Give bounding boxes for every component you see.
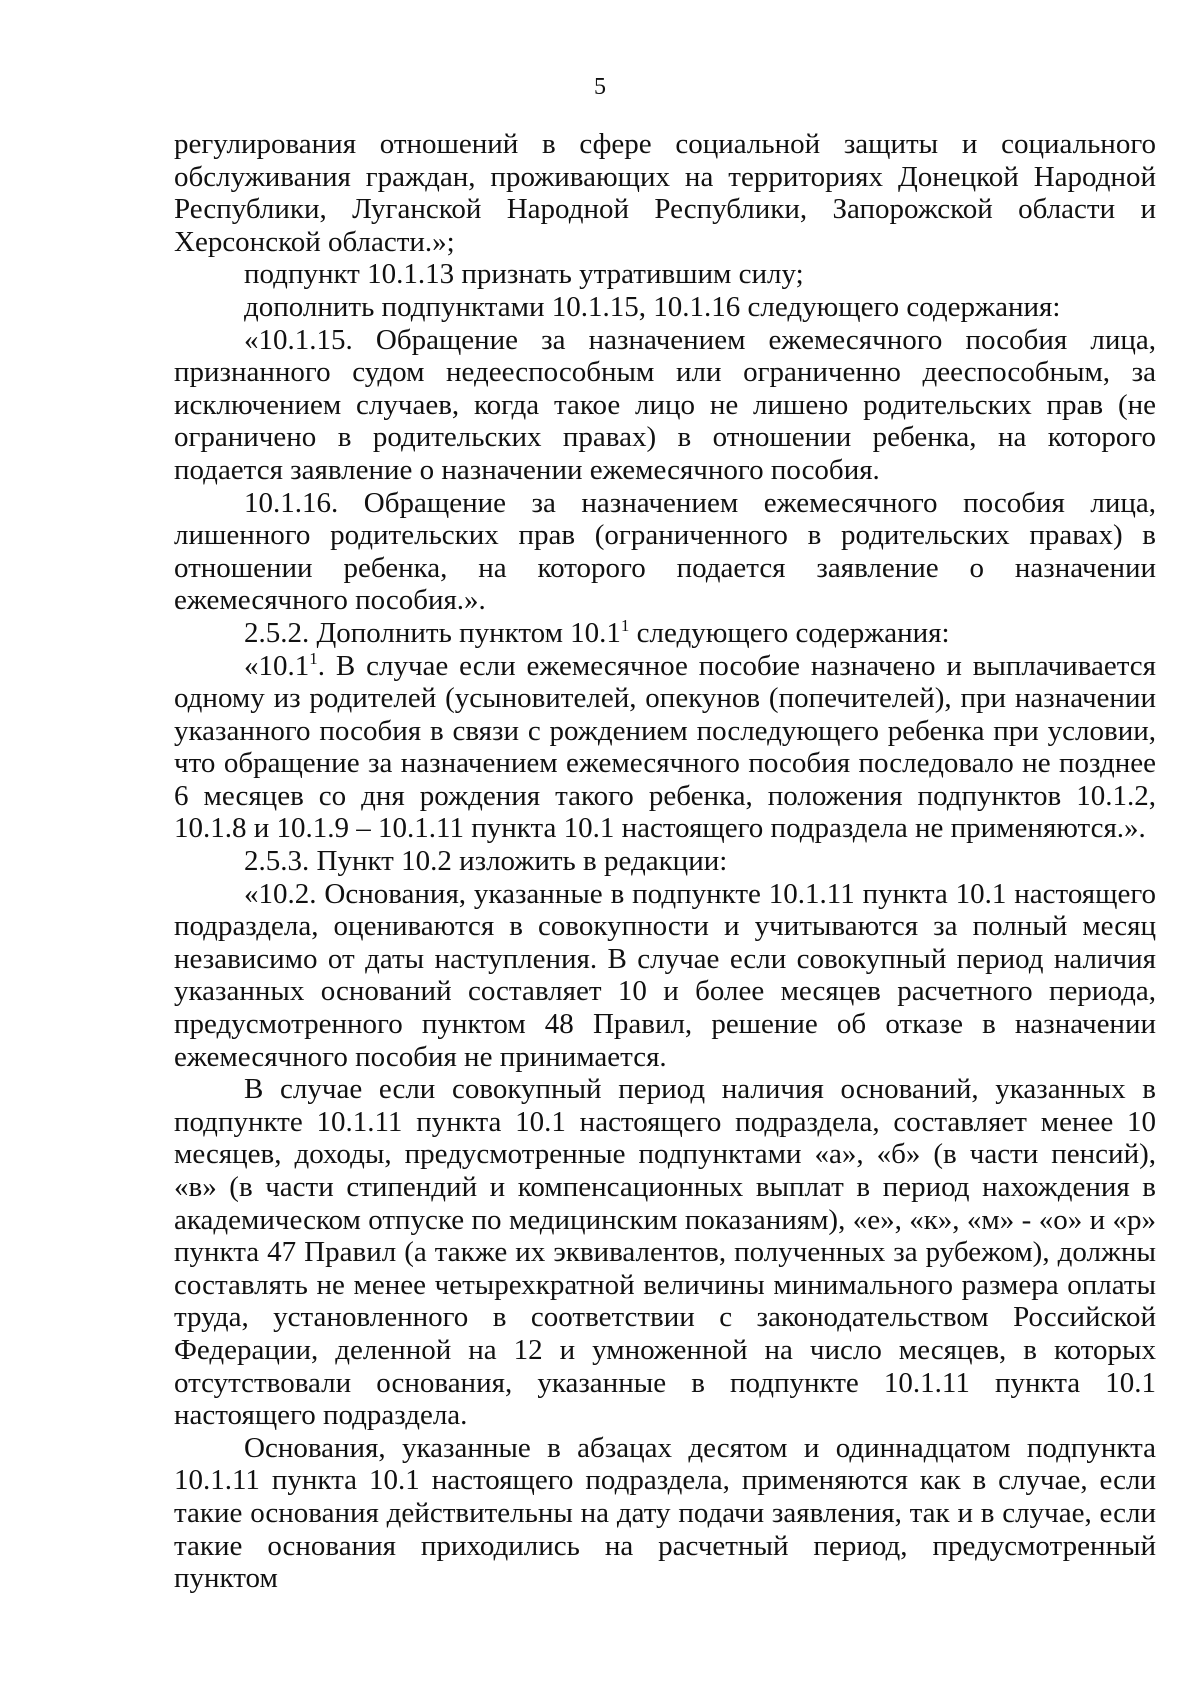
paragraph-continuation: регулирования отношений в сфере социальной защиты и социального обслуживания граждан, проживающих на территориях Донецкой Народной Республики, Луганской Народной Республики, Запорожской области и Херсонской области.»; <box>174 128 1156 258</box>
paragraph-add-subpoints: дополнить подпунктами 10.1.15, 10.1.16 следующего содержания: <box>244 290 1061 323</box>
paragraph-10-1-16: 10.1.16. Обращение за назначением ежемесячного пособия лица, лишенного родительских прав (ограниченного в родительских правах) в отношении ребенка, на которого подается заявление о назначении ежемесячного пособия.». <box>174 486 1156 617</box>
document-body <box>174 128 1156 1595</box>
paragraph-grounds-application: Основания, указанные в абзацах десятом и одиннадцатом подпункта 10.1.11 пункта 10.1 настоящего подраздела, применяются как в случае, если такие основания действительны на дату подачи заявления, так и в случае, если такие основания приходились на расчетный период, предусмотренный пунктом <box>174 1431 1156 1595</box>
paragraph-10-2: «10.2. Основания, указанные в подпункте 10.1.11 пункта 10.1 настоящего подраздела, оцениваются в совокупности и учитываются за полный месяц независимо от даты наступления. В случае если совокупный период наличия указанных оснований составляет 10 и более месяцев расчетного периода, предусмотренного пунктом 48 Правил, решение об отказе в назначении ежемесячного пособия не принимается. <box>174 877 1156 1073</box>
paragraph-10-1-1-text-start: «10.1 <box>244 649 310 682</box>
superscript-marker: 1 <box>620 615 630 635</box>
page-number: 5 <box>594 74 606 100</box>
paragraph-2-5-2 <box>174 617 1156 650</box>
paragraph-2-5-2-text-end: следующего содержания: <box>629 616 950 649</box>
paragraph-2-5-2-text-start: 2.5.2. Дополнить пунктом 10.1 <box>244 616 621 649</box>
paragraph-income-requirement: В случае если совокупный период наличия оснований, указанных в подпункте 10.1.11 пункта 10.1 настоящего подраздела, составляет менее 10 месяцев, доходы, предусмотренные подпунктами «а», «б» (в части пенсий), «в» (в части стипендий и компенсационных выплат в период нахождения в академическом отпуске по медицинским показаниям), «е», «к», «м» - «о» и «р» пункта 47 Правил (а также их эквивалентов, полученных за рубежом), должны составлять не менее четырехкратной величины минимального размера оплаты труда, установленного в соответствии с законодательством Российской Федерации, деленной на 12 и умноженной на число месяцев, в которых отсутствовали основания, указанные в подпункте 10.1.11 пункта 10.1 настоящего подраздела. <box>174 1073 1156 1432</box>
paragraph-10-1-1-text-end: . В случае если ежемесячное пособие назначено и выплачивается одному из родителей (усыновителей, опекунов (попечителей), при назначении указанного пособия в связи с рождением последующего ребенка при условии, что обращение за назначением ежемесячного пособия последовало не позднее 6 месяцев со дня рождения такого ребенка, положения подпунктов 10.1.2, 10.1.8 и 10.1.9 – 10.1.11 пункта 10.1 настоящего подраздела не применяются.». <box>174 649 1156 845</box>
paragraph-10-1-15: «10.1.15. Обращение за назначением ежемесячного пособия лица, признанного судом недееспособным или ограниченно дееспособным, за исключением случаев, когда такое лицо не лишено родительских прав (не ограничено в родительских правах) в отношении ребенка, на которого подается заявление о назначении ежемесячного пособия. <box>174 323 1156 486</box>
superscript-marker: 1 <box>309 648 318 668</box>
paragraph-subpoint-10-1-13: подпункт 10.1.13 признать утратившим силу; <box>244 258 804 291</box>
paragraph-2-5-3: 2.5.3. Пункт 10.2 изложить в редакции: <box>244 845 728 878</box>
paragraph-10-1-1-sup <box>174 650 1156 846</box>
